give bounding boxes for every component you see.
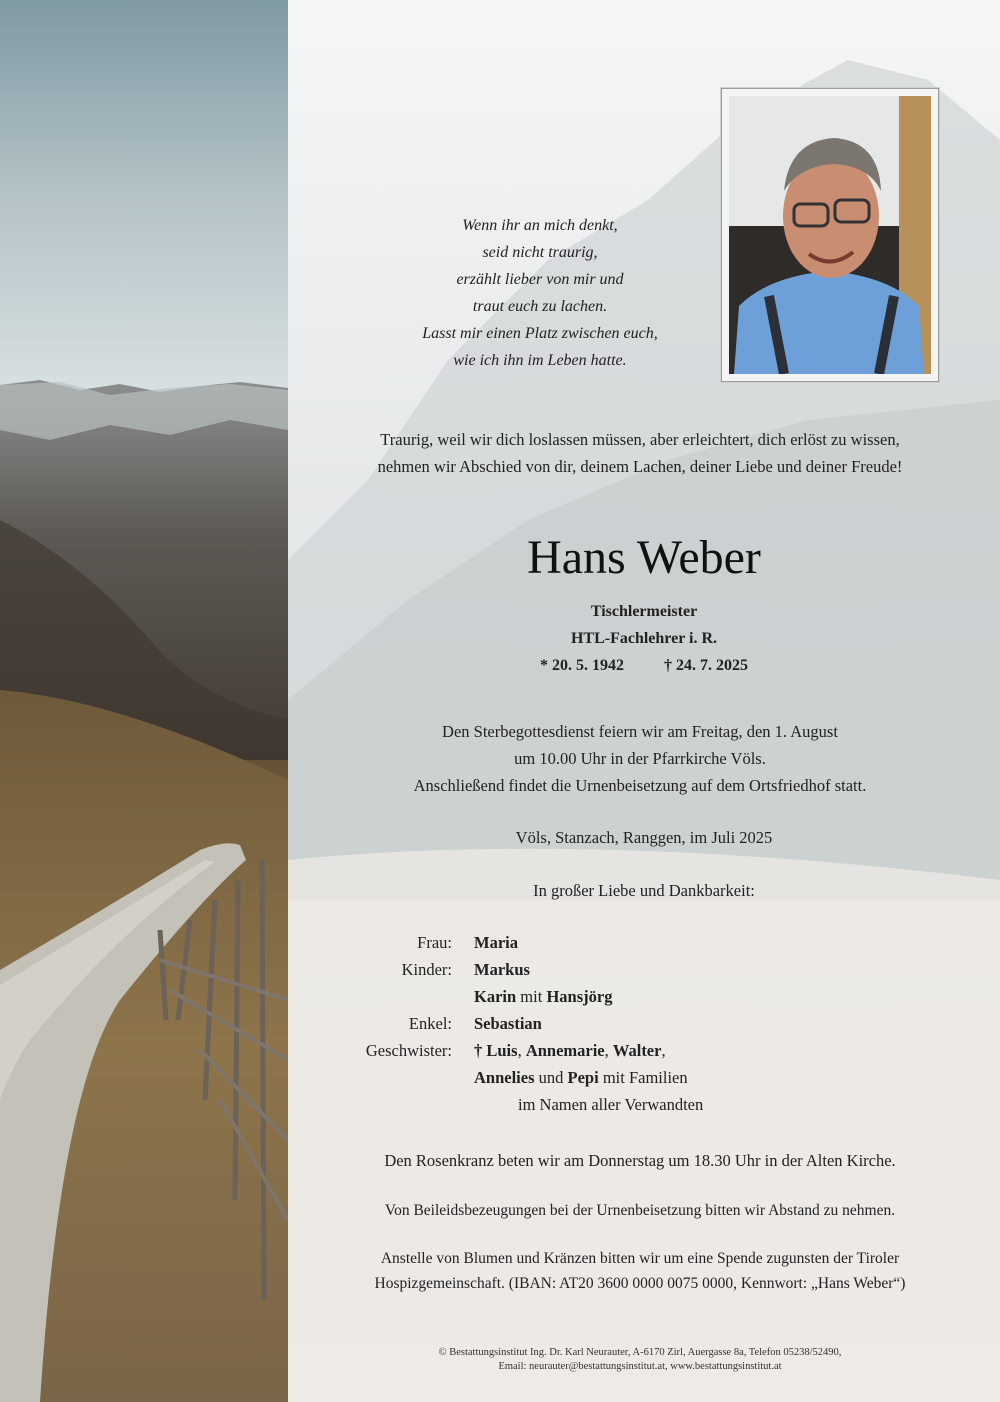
- family-label: Kinder:: [401, 960, 452, 979]
- relatives-line: im Namen aller Verwandten: [518, 1095, 704, 1114]
- mountain-path-illustration: [0, 0, 288, 1402]
- family-member: Annemarie: [525, 1041, 605, 1060]
- quote-line: seid nicht traurig,: [482, 244, 598, 261]
- family-member: Markus: [474, 960, 530, 979]
- family-member: Pepi: [567, 1068, 599, 1087]
- donation-line-2: Hospizgemeinschaft. (IBAN: AT20 3600 0000 0075 0000, Kennwort: „Hans Weber“): [374, 1275, 906, 1292]
- donation-note: [300, 1246, 980, 1296]
- service-line-1: Den Sterbegottesdienst feiern wir am Freitag, den 1. August: [442, 722, 838, 741]
- connector-text: mit Familien: [598, 1068, 688, 1087]
- funeral-service-info: [300, 718, 980, 799]
- family-row-siblings: [300, 1037, 960, 1064]
- deceased-name: Hans Weber: [527, 531, 761, 584]
- life-dates: [288, 652, 1000, 679]
- family-member: Hansjörg: [546, 987, 613, 1006]
- thanks-line: In großer Liebe und Dankbarkeit:: [533, 881, 755, 900]
- funeral-home-footer: [300, 1346, 980, 1374]
- family-row-children: [300, 956, 960, 983]
- family-member: Luis: [486, 1041, 518, 1060]
- family-row-wife: [300, 929, 960, 956]
- memorial-quote: [340, 212, 740, 374]
- family-member: Karin: [474, 987, 517, 1006]
- birth-date: * 20. 5. 1942: [540, 657, 624, 674]
- rosary-info: Den Rosenkranz beten wir am Donnerstag um 18.30 Uhr in der Alten Kirche.: [384, 1151, 896, 1170]
- title-teacher: HTL-Fachlehrer i. R.: [570, 630, 718, 647]
- service-line-3: Anschließend findet die Urnenbeisetzung auf dem Ortsfriedhof statt.: [413, 776, 867, 795]
- family-row-grandchildren: [300, 1010, 960, 1037]
- condolences-note: Von Beileidsbezeugungen bei der Urnenbeisetzung bitten wir Abstand zu nehmen.: [384, 1202, 896, 1219]
- family-label: Frau:: [417, 933, 452, 952]
- deceased-titles: [288, 598, 1000, 652]
- connector-text: ,: [604, 1041, 613, 1060]
- place-and-date: Völs, Stanzach, Ranggen, im Juli 2025: [515, 828, 773, 847]
- family-label: Geschwister:: [365, 1041, 452, 1060]
- intro-line-2: nehmen wir Abschied von dir, deinem Lachen, deiner Liebe und deiner Freude!: [377, 457, 903, 476]
- family-label: Enkel:: [408, 1014, 452, 1033]
- family-member: Walter: [612, 1041, 662, 1060]
- portrait-frame: [721, 88, 939, 382]
- connector-text: und: [534, 1068, 568, 1087]
- connector-text: ,: [517, 1041, 526, 1060]
- family-member: Annelies: [474, 1068, 535, 1087]
- family-row-siblings-2: [300, 1064, 960, 1091]
- cross-symbol: †: [474, 1041, 487, 1060]
- mourners-list: [300, 929, 960, 1118]
- quote-line: Wenn ihr an mich denkt,: [462, 217, 618, 234]
- death-date: † 24. 7. 2025: [664, 657, 748, 674]
- quote-line: traut euch zu lachen.: [472, 298, 608, 315]
- footer-line-1: © Bestattungsinstitut Ing. Dr. Karl Neurauter, A-6170 Zirl, Auergasse 8a, Telefon 05238/52490,: [438, 1347, 842, 1358]
- quote-line: erzählt lieber von mir und: [456, 271, 624, 288]
- footer-line-2: Email: neurauter@bestattungsinstitut.at, www.bestattungsinstitut.at: [498, 1361, 782, 1372]
- intro-text: [300, 426, 980, 480]
- donation-line-1: Anstelle von Blumen und Kränzen bitten wir um eine Spende zugunsten der Tiroler: [380, 1250, 900, 1267]
- title-profession: Tischlermeister: [590, 603, 698, 620]
- quote-line: Lasst mir einen Platz zwischen euch,: [422, 325, 658, 342]
- landscape-photo: [0, 0, 288, 1402]
- family-member: Sebastian: [474, 1014, 542, 1033]
- connector-text: mit: [516, 987, 547, 1006]
- connector-text: ,: [661, 1041, 666, 1060]
- intro-line-1: Traurig, weil wir dich loslassen müssen, aber erleichtert, dich erlöst zu wissen,: [380, 430, 900, 449]
- service-line-2: um 10.00 Uhr in der Pfarrkirche Völs.: [514, 749, 766, 768]
- quote-line: wie ich ihn im Leben hatte.: [453, 352, 627, 369]
- family-member: Maria: [474, 933, 518, 952]
- family-row-children-2: [300, 983, 960, 1010]
- portrait-photo: [729, 96, 931, 374]
